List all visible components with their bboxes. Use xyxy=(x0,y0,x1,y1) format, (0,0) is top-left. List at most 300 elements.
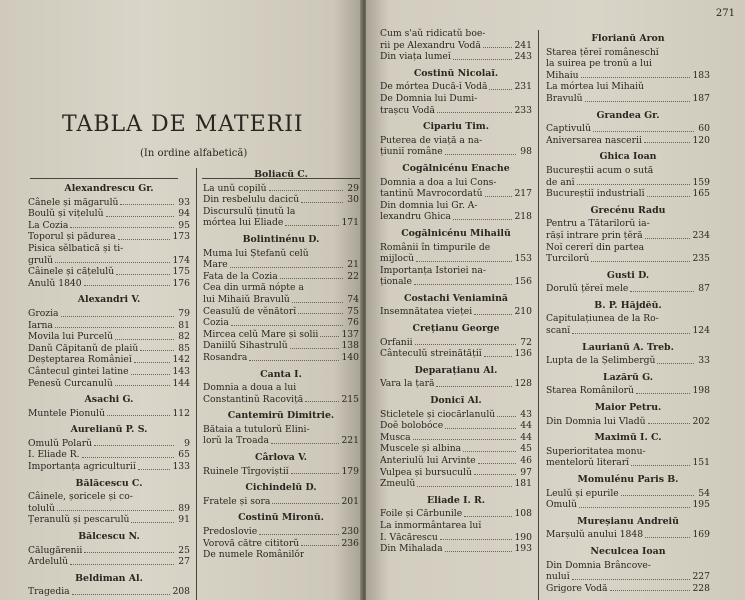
toc-entry xyxy=(203,340,359,352)
toc-entry xyxy=(380,177,532,189)
toc-entry xyxy=(28,408,190,420)
dot-leader xyxy=(645,238,691,239)
dot-leader xyxy=(647,196,691,197)
toc-entry xyxy=(28,308,190,320)
entry-page-number: 91 xyxy=(178,514,190,526)
entry-page-number: 76 xyxy=(347,317,359,329)
toc-entry xyxy=(380,455,532,467)
dot-leader xyxy=(417,486,512,487)
entry-title: Călugărenii xyxy=(28,544,83,556)
entry-title: Starea Românilorŭ xyxy=(546,385,634,397)
toc-entry xyxy=(546,47,710,59)
toc-entry xyxy=(380,409,532,421)
entry-title: tantinŭ Mavrocordatŭ xyxy=(380,188,483,200)
entry-title: rășĭ intrare prin țĕră xyxy=(546,229,643,241)
entry-title: Din Mihalada xyxy=(380,543,443,555)
author-heading: Deparațianu Al. xyxy=(414,364,498,376)
dot-leader xyxy=(440,539,513,540)
entry-title: Marșulŭ anului 1848 xyxy=(546,529,644,541)
entry-title: Superioritatea monu- xyxy=(546,445,646,457)
toc-entry xyxy=(546,58,710,70)
dot-leader xyxy=(292,302,343,303)
entry-title: Daniilŭ Sihastrulŭ xyxy=(203,340,288,352)
entry-page-number: 208 xyxy=(172,586,190,598)
dot-leader xyxy=(581,77,691,78)
author-heading: Costachi Veniamină xyxy=(404,292,508,304)
author-heading: Alexandri V. xyxy=(77,294,141,306)
entry-title: Vara la țară xyxy=(380,378,435,390)
toc-entry xyxy=(203,248,359,260)
dot-leader xyxy=(636,393,690,394)
toc-entry xyxy=(28,366,190,378)
entry-title: Fratele și sora xyxy=(203,495,271,507)
entry-title: Iarna xyxy=(28,319,53,331)
entry-title: Din viața lumeĭ xyxy=(380,51,451,63)
toc-entry xyxy=(28,461,190,473)
dot-leader xyxy=(131,374,171,375)
author-heading: Cipariu Tim. xyxy=(423,121,489,133)
page-number: 271 xyxy=(715,8,735,19)
dot-leader xyxy=(131,522,174,523)
dot-leader xyxy=(298,313,343,314)
entry-page-number: 227 xyxy=(692,571,710,583)
dot-leader xyxy=(230,267,343,268)
dot-leader xyxy=(478,463,516,464)
entry-title: I. Eliade R. xyxy=(28,449,80,461)
dot-leader xyxy=(497,416,516,417)
author-heading: Boliacŭ C. xyxy=(254,169,308,180)
dot-leader xyxy=(436,386,512,387)
dot-leader xyxy=(259,534,339,535)
entry-title: Discursulŭ ținutŭ la xyxy=(203,205,296,217)
toc-entry xyxy=(28,514,190,526)
entry-title: Predoslovie xyxy=(203,526,258,538)
entry-page-number: 30 xyxy=(347,194,359,206)
toc-entry xyxy=(28,320,190,332)
toc-entry xyxy=(380,348,532,360)
toc-entry xyxy=(546,70,710,82)
entry-page-number: 202 xyxy=(692,415,710,427)
entry-title: Vorovă către cititorŭ xyxy=(203,537,300,549)
entry-page-number: 235 xyxy=(692,253,710,265)
toc-entry xyxy=(380,337,532,349)
entry-page-number: 29 xyxy=(347,182,359,194)
toc-entry xyxy=(546,385,710,397)
entry-title: Mircea celŭ Mare și solii xyxy=(203,328,319,340)
toc-entry xyxy=(380,105,532,117)
toc-entry xyxy=(546,560,710,572)
entry-title: Dorulŭ țĕreĭ mele xyxy=(546,283,629,295)
toc-entry xyxy=(203,394,359,406)
dot-leader xyxy=(94,445,174,446)
entry-title: Câinele, șoricele și co- xyxy=(28,491,133,503)
author-heading: Grecénu Radu xyxy=(590,204,666,216)
entry-page-number: 144 xyxy=(172,377,190,389)
dot-leader xyxy=(55,327,174,328)
author-heading: Maior Petru. xyxy=(594,402,662,414)
entry-title: Muma lui Ștefanŭ celŭ xyxy=(203,247,309,259)
entry-title: Mihaiu xyxy=(546,69,579,81)
author-heading: Alexandrescu Gr. xyxy=(64,183,154,194)
dot-leader xyxy=(305,401,339,402)
entry-page-number: 198 xyxy=(692,385,710,397)
author-heading: Lazărŭ G. xyxy=(602,371,654,383)
entry-title: Pentru a Tătarilorŭ ia- xyxy=(546,218,650,230)
author-heading: Donicĭ Al. xyxy=(430,395,482,407)
dot-leader xyxy=(648,423,691,424)
dot-leader xyxy=(585,101,691,102)
entry-title: scanĭ xyxy=(546,325,571,337)
toc-entry xyxy=(203,306,359,318)
entry-page-number: 143 xyxy=(172,365,190,377)
entry-title: Leulŭ și epurile xyxy=(546,487,619,499)
dot-leader xyxy=(463,451,516,452)
toc-entry xyxy=(546,529,710,541)
dot-leader xyxy=(413,439,516,440)
toc-column-3 xyxy=(380,28,532,555)
author-heading: Crețianu George xyxy=(412,323,500,335)
entry-title: Omulŭ Polarŭ xyxy=(28,437,93,449)
entry-page-number: 33 xyxy=(698,355,710,367)
entry-title: De numele Românilŏr xyxy=(203,549,305,561)
toc-entry xyxy=(380,242,532,254)
entry-title: La unŭ copilŭ xyxy=(203,182,267,194)
entry-page-number: 54 xyxy=(698,487,710,499)
dot-leader xyxy=(120,204,174,205)
author-heading: Beldiman Al. xyxy=(75,572,143,584)
entry-page-number: 128 xyxy=(514,378,532,390)
entry-page-number: 124 xyxy=(692,325,710,337)
entry-page-number: 165 xyxy=(692,188,710,200)
dot-leader xyxy=(657,363,694,364)
toc-entry xyxy=(380,432,532,444)
right-page xyxy=(366,0,745,600)
dot-leader xyxy=(138,469,171,470)
toc-entry xyxy=(380,253,532,265)
toc-entry xyxy=(546,488,710,500)
toc-entry xyxy=(203,424,359,436)
entry-page-number: 183 xyxy=(692,69,710,81)
toc-entry xyxy=(546,325,710,337)
author-heading: Costinŭ Mironŭ. xyxy=(238,512,324,524)
entry-title: Importanța agriculturiĭ xyxy=(28,461,136,473)
toc-entry xyxy=(203,259,359,271)
entry-title: Omulŭ xyxy=(546,499,578,511)
dot-leader xyxy=(572,333,690,334)
entry-page-number: 43 xyxy=(520,408,532,420)
entry-title: Cea din urmă nópte a xyxy=(203,282,304,294)
entry-title: Vulpea și bursuculŭ xyxy=(380,466,472,478)
entry-title: La inmormântarea luĭ xyxy=(380,519,482,531)
toc-entry xyxy=(28,266,190,278)
entry-page-number: 74 xyxy=(347,293,359,305)
dot-leader xyxy=(577,184,691,185)
entry-page-number: 210 xyxy=(514,306,532,318)
toc-column-2 xyxy=(203,164,359,561)
dot-leader xyxy=(301,545,339,546)
dot-leader xyxy=(290,348,340,349)
toc-entry xyxy=(546,253,710,265)
dot-leader xyxy=(57,510,174,511)
entry-page-number: 176 xyxy=(172,277,190,289)
dot-leader xyxy=(445,551,513,552)
entry-page-number: 234 xyxy=(692,229,710,241)
toc-entry xyxy=(203,329,359,341)
author-heading: Bălcescu N. xyxy=(78,531,140,543)
toc-entry xyxy=(546,416,710,428)
entry-title: Grozia xyxy=(28,307,59,319)
toc-entry xyxy=(546,165,710,177)
dot-leader xyxy=(414,284,513,285)
entry-page-number: 133 xyxy=(172,461,190,473)
toc-entry xyxy=(28,243,190,255)
toc-entry xyxy=(380,420,532,432)
dot-leader xyxy=(610,590,691,591)
toc-entry xyxy=(28,343,190,355)
entry-title: La mórtea lui Mihaiŭ xyxy=(546,81,644,93)
toc-entry xyxy=(546,242,710,254)
entry-page-number: 173 xyxy=(172,231,190,243)
entry-page-number: 95 xyxy=(178,219,190,231)
dot-leader xyxy=(453,219,513,220)
author-heading: Momulénu Paris B. xyxy=(577,474,679,485)
entry-title: ționale xyxy=(380,276,412,288)
entry-title: Din Domnia lui Vladŭ xyxy=(546,415,646,427)
entry-page-number: 94 xyxy=(178,208,190,220)
author-heading: Eliade I. R. xyxy=(426,494,486,506)
toc-entry xyxy=(380,146,532,158)
dot-leader xyxy=(645,537,690,538)
entry-title: Penesŭ Curcanulŭ xyxy=(28,377,113,389)
dot-leader xyxy=(61,316,174,317)
entry-page-number: 201 xyxy=(341,495,359,507)
entry-page-number: 22 xyxy=(347,270,359,282)
toc-entry xyxy=(203,271,359,283)
toc-entry xyxy=(203,294,359,306)
toc-entry xyxy=(203,352,359,364)
toc-entry xyxy=(203,282,359,294)
dot-leader xyxy=(453,59,513,60)
dot-leader xyxy=(644,142,691,143)
toc-entry xyxy=(28,491,190,503)
toc-entry xyxy=(203,466,359,478)
author-heading: Mureșianu Andreiŭ xyxy=(577,515,679,527)
entry-page-number: 171 xyxy=(341,217,359,229)
entry-title: Boulŭ și vițelulŭ xyxy=(28,208,104,220)
author-heading: Aurelianŭ P. S. xyxy=(70,424,148,436)
entry-title: la suirea pe tronŭ a lui xyxy=(546,58,652,70)
entry-title: I. Văcărescu xyxy=(380,531,438,543)
entry-page-number: 87 xyxy=(698,283,710,295)
author-heading: Laurianŭ A. Treb. xyxy=(582,341,674,353)
entry-title: mijlocŭ xyxy=(380,253,415,265)
toc-entry xyxy=(380,467,532,479)
entry-title: Anteriulŭ lui Arvinte xyxy=(380,455,476,466)
toc-entry xyxy=(28,378,190,390)
author-heading: Bălăcescu C. xyxy=(75,477,143,489)
entry-page-number: 112 xyxy=(172,407,190,419)
entry-title: Deșteptarea Românieĭ xyxy=(28,354,132,366)
entry-page-number: 193 xyxy=(514,543,532,555)
dot-leader xyxy=(107,415,170,416)
entry-title: Anulŭ 1840 xyxy=(28,277,82,289)
toc-entry xyxy=(380,443,532,455)
dot-leader xyxy=(249,360,339,361)
toc-entry xyxy=(546,218,710,230)
toc-entry xyxy=(203,526,359,538)
entry-page-number: 179 xyxy=(341,465,359,477)
entry-page-number: 136 xyxy=(514,348,532,360)
entry-title: tolulŭ xyxy=(28,502,55,514)
entry-title: Din Domnia Brâncove- xyxy=(546,559,651,571)
entry-title: Pisica sĕlbatică și ti- xyxy=(28,242,124,254)
dot-leader xyxy=(621,495,694,496)
column-divider xyxy=(196,168,197,600)
entry-title: Muscele și albina xyxy=(380,443,462,455)
entry-page-number: 85 xyxy=(178,342,190,354)
dot-leader xyxy=(579,507,690,508)
dot-leader xyxy=(484,356,513,357)
entry-title: Domnia a doa a lui Cons- xyxy=(380,176,497,188)
toc-entry xyxy=(380,51,532,63)
entry-page-number: 230 xyxy=(341,526,359,538)
entry-page-number: 159 xyxy=(692,176,710,188)
entry-title: Cozia xyxy=(203,317,229,329)
toc-entry xyxy=(380,81,532,93)
author-heading: Maximŭ I. C. xyxy=(594,432,662,444)
left-page xyxy=(0,0,362,600)
page-subtitle: (In ordine alfabetică) xyxy=(140,148,248,159)
dot-leader xyxy=(115,339,174,340)
dot-leader xyxy=(72,594,171,595)
toc-entry xyxy=(380,93,532,105)
author-heading: Neculcea Ioan xyxy=(590,545,666,557)
entry-page-number: 82 xyxy=(178,331,190,343)
dot-leader xyxy=(272,503,339,504)
entry-page-number: 215 xyxy=(341,393,359,405)
entry-title: Bătaia a tutulorŭ Elini- xyxy=(203,423,310,435)
toc-entry xyxy=(203,496,359,508)
dot-leader xyxy=(485,196,513,197)
entry-title: mórtea lui Eliade xyxy=(203,217,284,229)
entry-title: Bucureștii acum o sută xyxy=(546,164,654,176)
toc-entry xyxy=(380,200,532,212)
entry-title: grulŭ xyxy=(28,254,54,266)
entry-title: de anĭ xyxy=(546,176,575,188)
dot-leader xyxy=(115,385,171,386)
toc-entry xyxy=(380,543,532,555)
entry-title: trașcu Vodă xyxy=(380,104,435,116)
entry-page-number: 98 xyxy=(520,146,532,158)
toc-entry xyxy=(28,197,190,209)
entry-title: Cântecul gintei latine xyxy=(28,365,129,377)
entry-page-number: 187 xyxy=(692,92,710,104)
dot-leader xyxy=(118,239,171,240)
toc-entry xyxy=(380,40,532,52)
toc-entry xyxy=(380,478,532,490)
toc-entry xyxy=(380,532,532,544)
dot-leader xyxy=(474,314,512,315)
entry-title: Importanța Istoriei na- xyxy=(380,264,487,276)
entry-title: Ceasulŭ de vĕnătorĭ xyxy=(203,305,297,317)
entry-title: Ardelulŭ xyxy=(28,556,69,568)
column-divider-right xyxy=(538,30,539,600)
entry-title: Românii în timpurile de xyxy=(380,241,491,253)
entry-page-number: 137 xyxy=(341,328,359,340)
entry-page-number: 151 xyxy=(692,457,710,469)
entry-page-number: 218 xyxy=(514,211,532,223)
dot-leader xyxy=(84,285,171,286)
entry-title: Bravulŭ xyxy=(546,92,583,104)
toc-entry xyxy=(28,220,190,232)
entry-title: Tragedia xyxy=(28,586,70,598)
entry-title: Sticletele și ciocărlanulŭ xyxy=(380,408,496,420)
dot-leader xyxy=(474,474,516,475)
toc-entry xyxy=(28,545,190,557)
toc-entry xyxy=(546,81,710,93)
dot-leader xyxy=(301,202,343,203)
entry-title: Câinele și cățelulŭ xyxy=(28,266,115,278)
dot-leader xyxy=(106,216,174,217)
entry-title: Ruinele Tîrgoviștiĭ xyxy=(203,465,289,477)
entry-page-number: 65 xyxy=(178,449,190,461)
author-heading: Costinŭ Nicolaĭ. xyxy=(413,67,499,79)
author-heading: Cogălnicénu Mihailŭ xyxy=(401,227,511,239)
entry-title: Cânele și măgarulŭ xyxy=(28,196,119,208)
entry-page-number: 190 xyxy=(514,531,532,543)
entry-page-number: 60 xyxy=(698,123,710,135)
toc-entry xyxy=(203,183,359,195)
dot-leader xyxy=(593,131,694,132)
entry-page-number: 93 xyxy=(178,196,190,208)
toc-entry xyxy=(546,123,710,135)
entry-title: Fata de la Cozia xyxy=(203,270,278,282)
toc-entry xyxy=(546,457,710,469)
entry-title: lui Mihaiŭ Bravulŭ xyxy=(203,293,290,305)
entry-page-number: 25 xyxy=(178,544,190,556)
entry-page-number: 9 xyxy=(184,437,190,449)
toc-entry xyxy=(546,188,710,200)
entry-page-number: 44 xyxy=(520,420,532,432)
toc-entry xyxy=(28,255,190,267)
toc-entry xyxy=(203,206,359,218)
entry-title: Zmeulŭ xyxy=(380,478,416,490)
entry-title: Puterea de viață a na- xyxy=(380,134,483,146)
dot-leader xyxy=(630,291,694,292)
toc-entry xyxy=(546,313,710,325)
entry-title: Musca xyxy=(380,431,411,443)
toc-entry xyxy=(203,538,359,550)
toc-entry xyxy=(28,586,190,598)
entry-title: Doĕ bolobóce xyxy=(380,420,444,432)
toc-entry xyxy=(380,306,532,318)
entry-title: Insemnătatea vieței xyxy=(380,306,473,318)
dot-leader xyxy=(445,428,516,429)
dot-leader xyxy=(231,325,343,326)
dot-leader xyxy=(489,89,512,90)
toc-entry xyxy=(546,446,710,458)
toc-entry xyxy=(203,194,359,206)
author-heading: Cârlova V. xyxy=(255,452,307,464)
entry-title: Noĭ cererĭ din partea xyxy=(546,241,645,253)
toc-entry xyxy=(380,508,532,520)
dot-leader xyxy=(291,473,340,474)
toc-entry xyxy=(380,378,532,390)
entry-page-number: 228 xyxy=(692,582,710,594)
dot-leader xyxy=(483,47,513,48)
toc-entry xyxy=(546,571,710,583)
toc-entry xyxy=(546,135,710,147)
